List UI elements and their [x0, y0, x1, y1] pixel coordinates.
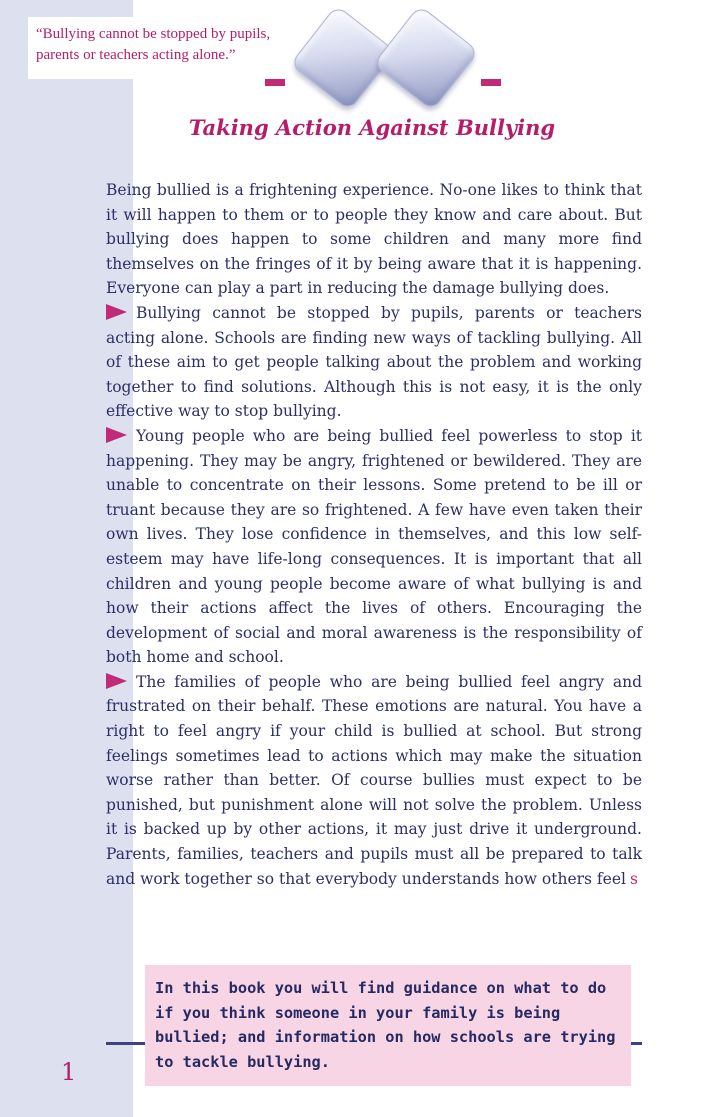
arrow-bullet-icon — [106, 673, 127, 689]
rule-left — [106, 1042, 145, 1045]
pillow-decoration-right — [373, 5, 480, 112]
end-mark: s — [629, 869, 638, 888]
info-box — [145, 965, 631, 1086]
rule-right — [631, 1042, 642, 1045]
arrow-bullet-icon — [106, 427, 127, 443]
info-box-text: In this book you will find guidance on what to do if you think someone in your family is being bullied; and information on how schools are trying to tackle bullying. — [155, 979, 616, 1071]
body-text — [106, 178, 642, 891]
paragraph-families — [106, 670, 642, 891]
paragraph-families-text: The families of people who are being bullied feel angry and frustrated on their behalf. These emotions are natural. You have a right to feel angry if your child is bullied at school. But strong feelings sometimes lead to actions which may make the situation worse rather than better. Of course bullies must expect to be punished, but punishment alone will not solve the problem. Unless it is backed up by other actions, it may just drive it underground. Parents, families, teachers and pupils must all be prepared to talk and work together so that everybody understands how others feel — [106, 672, 642, 888]
arrow-bullet-icon — [106, 304, 127, 320]
page-title: Taking Action Against Bullying — [188, 115, 556, 140]
paragraph-schools-text: Bullying cannot be stopped by pupils, parents or teachers acting alone. Schools are finding new ways of tackling bullying. All of these aim to get people talking about the problem and working together to find solutions. Although this is not easy, it is the only effective way to stop bullying. — [106, 303, 642, 421]
accent-dash-left — [265, 79, 285, 86]
paragraph-young-people-text: Young people who are being bullied feel powerless to stop it happening. They may be angry, frightened or bewildered. They are unable to concentrate on their lessons. Some pretend to be ill or truant because they are so frightened. A few have even taken their own lives. They lose confidence in themselves, and this low self-esteem may have life-long consequences. It is important that all children and young people become aware of what bullying is and how their actions affect the lives of others. Encouraging the development of social and moral awareness is the responsibility of both home and school. — [106, 426, 642, 667]
pull-quote: “Bullying cannot be stopped by pupils, parents or teachers acting alone.” — [36, 26, 271, 63]
pull-quote-box — [28, 17, 290, 79]
accent-dash-right — [481, 79, 501, 86]
paragraph-young-people — [106, 424, 642, 670]
paragraph-schools — [106, 301, 642, 424]
page-number: 1 — [61, 1058, 77, 1086]
paragraph-intro: Being bullied is a frightening experience. No-one likes to think that it will happen to them or to people they know and care about. But bullying does happen to some children and many more find themselves on the fringes of it by being aware that it is happening. Everyone can play a part in reducing the damage bullying does. — [106, 181, 642, 298]
